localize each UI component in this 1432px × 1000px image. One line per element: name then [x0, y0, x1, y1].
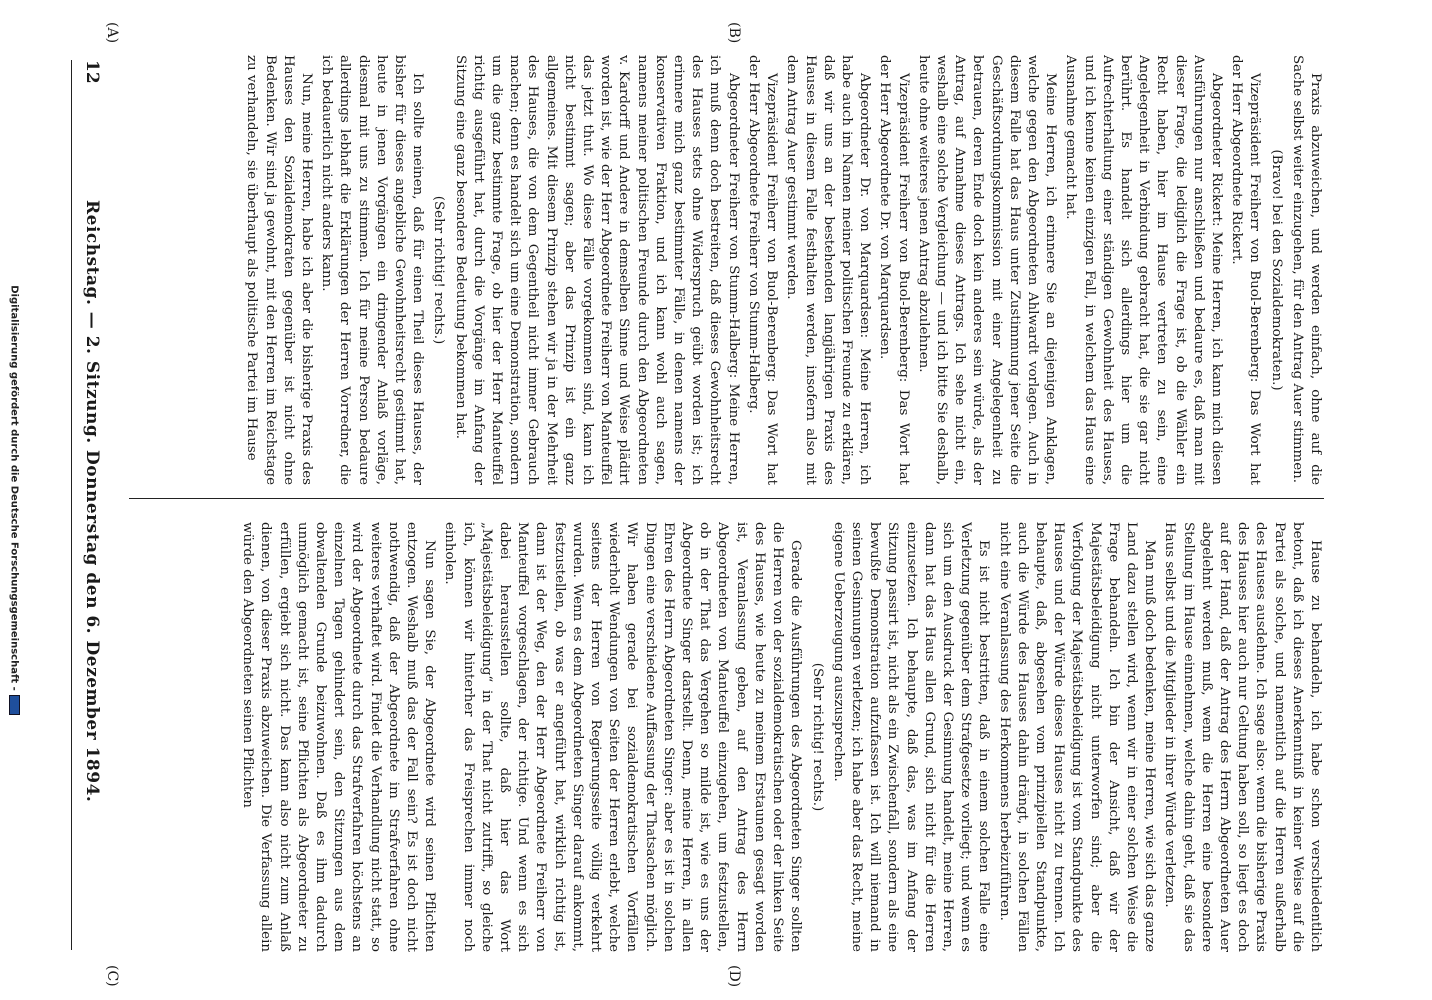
- paragraph: Gerade die Ausführungen des Abgeordneten Singer sollten die Herren von der sozialdemokratischen oder der linken Seite des Hauses, wie heute zu meinem Erstaunen gesagt worden ist, Veranlassung geben, auf den Antrag des Herrn Abgeordneten von Manteuffel einzugehen, um festzustellen, ob in der That das Vergehen so milde ist, wie es uns der Abgeordnete Singer darstellt. Denn, meine Herren, in allen Ehren des Herrn Abgeordneten Singer: aber es ist in solchen Dingen eine verschiedene Auffassung der Thatsachen möglich. Wir haben gerade bei sozialdemokratischen Vorfällen wiederholt Wendungen von Seiten der Herren erlebt, welche seitens der Herren von Regierungsseite völlig verkehrt wurden. Wenn es dem Abgeordneten Singer darauf ankommt, festzustellen, ob was er angeführt hat, wirklich richtig ist, dann ist der Weg, den der Herr Abgeordnete Freiherr von Manteuffel vorgeschlagen, der richtige. Und wenn es sich dabei herausstellen sollte, daß hier das Wort „Majestätsbeleidigung“ in der That nicht zutrifft, so gleiche ich, können wir hinterher das Freisprechen immer noch einholen.: [442, 522, 804, 952]
- paragraph: Meine Herren, ich erinnere Sie an diejenigen Anklagen, welche gegen den Abgeordneten Ahlwardt vorlagen. Auch in diesem Falle hat das Haus unter Zustimmung jener Seite die Geschäftsordnungskommission mit einer Angelegenheit zu betrauen, deren Ende doch kein anderes sein würde, als der Antrag, auf Annahme dieses Antrags. Ich sehe nicht ein, weshalb eine solche Vergleichung — und ich bitte Sie deshalb, heute ohne weiteres jenen Antrag abzulehnen.: [915, 55, 1059, 485]
- right-column: [124, 522, 1324, 952]
- paragraph: Vizepräsident Freiherr von Buol-Berenberg: Das Wort hat der Herr Abgeordnete Dr. von Marquardsen.: [877, 55, 911, 485]
- digitization-credit: [9, 0, 21, 1000]
- page-number: 12: [82, 60, 102, 84]
- margin-marker-b: (B): [726, 22, 742, 44]
- paragraph: Praxis abzuweichen, und werden einfach, ohne auf die Sache selbst weiter einzugehen, für den Antrag Auer stimmen.: [1289, 55, 1323, 485]
- paragraph: (Sehr richtig! rechts.): [809, 662, 825, 812]
- column-divider: [129, 498, 1324, 499]
- footer-text: Digitalisierung gefördert durch die Deutsche Forschungsgemeinschaft -: [8, 285, 20, 691]
- header-rule: [71, 60, 72, 950]
- paragraph: Vizepräsident Freiherr von Buol-Berenberg: Das Wort hat der Herr Abgeordnete Freiherr von Stumm-Halberg.: [745, 55, 780, 485]
- paragraph: Nun, meine Herren, habe ich aber die bisherige Praxis des Hauses den Sozialdemokraten gegenüber ist nicht ohne Bedenken. Wir sind ja gewohnt, mit den Herren im Reichstage zu verhandeln, sie überhaupt als politische Partei im Hause: [244, 55, 315, 485]
- paragraph: (Sehr richtig! rechts.): [431, 195, 447, 345]
- paragraph: (Bravo! bei den Sozialdemokraten.): [1268, 149, 1284, 391]
- running-header: [72, 60, 102, 950]
- paragraph: Hause zu behandeln, ich habe schon verschiedentlich betont, daß ich dieses Anerkenntniß in keiner Weise auf die Partei als solche, und namentlich auf die Herren außerhalb des Hauses ausdehne. Ich sage also: wenn die bisherige Praxis des Hauses hier auch nur Geltung haben soll, so liegt es doch auf der Hand, daß der Antrag des Herrn Abgeordneten Auer abgelehnt werden muß, wenn die Herren eine besondere Stellung im Hause einnehmen, welche dahin geht, daß sie das Haus selbst und die Mitglieder in ihrer Würde verletzen.: [1162, 522, 1323, 952]
- margin-marker-d: (D): [726, 965, 742, 988]
- paragraph: Abgeordneter Dr. von Marquardsen: Meine Herren, ich habe auch im Namen meiner politischen Freunde zu erklären, daß wir uns an der bestehenden langjährigen Praxis des Hauses in diesem Falle festhalten werden, insofern also mit dem Antrag Auer gestimmt werden.: [784, 55, 873, 485]
- paragraph: Abgeordneter Rickert: Meine Herren, ich kann mich diesen Ausführungen nur anschließen und bedaure es, daß man mit dieser Frage, die lediglich die Frage ist, ob die Wähler ein Recht haben, hier im Hause vertreten zu sein, eine Angelegenheit in Verbindung gebracht hat, die sie gar nicht berührt. Es handelt sich allerdings hier um die Aufrechterhaltung einer ständigen Gewohnheit des Hauses, und ich kenne keinen einzigen Fall, in welchem das Haus eine Ausnahme gemacht hat.: [1063, 55, 1224, 485]
- paragraph: Ich sollte meinen, daß für einen Theil dieses Hauses, der bisher für dieses angebliche Gewohnheitsrecht gestimmt hat, heute in jenen Vorgängen ein dringender Anlaß vorläge, diesmal mit uns zu stimmen. Ich für meine Person bedaure allerdings lebhaft die Erklärungen der Herren Vorredner, die ich bedauerlich nicht anders kann.: [319, 55, 426, 485]
- left-column: [124, 55, 1324, 485]
- running-title: Reichstag. — 2. Sitzung. Donnerstag den 6. Dezember 1894.: [82, 200, 102, 803]
- paragraph: Abgeordneter Freiherr von Stumm-Halberg: Meine Herren, ich muß denn doch bestreiten, daß dieses Gewohnheitsrecht des Hauses stets ohne Widerspruch geübt worden ist; ich erinnere mich ganz bestimmter Fälle, in denen namens der konservativen Fraktion, und ich kann wohl auch sagen, namens meiner politischen Freunde durch den Abgeordneten v. Kardorff und Andere in demselben Sinne und Weise plädirt worden ist, wie der Herr Abgeordnete Freiherr von Manteuffel das jetzt thut. Wo diese Fälle vorgekommen sind, kann ich nicht bestimmt sagen; aber das Prinzip ist ein ganz allgemeines. Mit diesem Prinzip stehen wir ja in der Mehrheit des Hauses, die von dem Gegentheil nicht immer Gebrauch machen; denn es handelt sich um eine Demonstration, sondern um die ganz bestimmte Frage, ob hier der Herr Manteuffel richtig ausgeführt hat, durch die Vorgänge im Anfang der Sitzung eine ganz besondere Bedeutung bekommen hat.: [452, 55, 741, 485]
- dfg-logo-icon: [9, 695, 20, 715]
- paragraph: Man muß doch bedenken, meine Herren, wie sich das ganze Land dazu stellen wird, wenn wir in einer solchen Weise die Frage behandeln. Ich bin der Ansicht, daß wir der Majestätsbeleidigung nicht unterworfen sind; aber die Verfolgung der Majestätsbeleidigung ist vom Standpunkte des Hauses und der Würde dieses Hauses nicht zu trennen. Ich behaupte, daß, abgesehen vom prinzipiellen Standpunkte, auch die Würde des Hauses dahin drängt, in solchen Fällen nicht eine Veranlassung des Herkommens herbeizuführen.: [996, 522, 1158, 952]
- margin-marker-c: (C): [104, 965, 120, 987]
- paragraph: Nun sagen Sie, der Abgeordnete wird seinen Pflichten entzogen. Weshalb muß das der Fall sein? Es ist doch nicht nothwendig, daß der Abgeordnete im Strafverfahren ohne weiteres verhaftet wird. Findet die Verhandlung nicht statt, so wird der Abgeordnete durch das Strafverfahren höchstens an einzelnen Tagen gehindert sein, den Sitzungen aus dem obwaltenden Grunde beizuwohnen. Daß es ihm dadurch unmöglich gemacht ist, seine Pflichten als Abgeordneter zu erfüllen, ergiebt sich nicht. Das kann also nicht zum Anlaß dienen, von dieser Praxis abzuweichen. Die Verfassung allein würde den Abgeordneten seinen Pflichten: [240, 522, 438, 952]
- paragraph: Es ist nicht bestritten, daß in einem solchen Falle eine Verletzung gegenüber dem Strafgesetze vorliegt; und wenn es sich um den Ausdruck der Gesinnung handelt, meine Herren, dann hat das Haus allen Grund, sich nicht für die Herren einzusetzen. Ich behaupte, daß das, was im Anfang der Sitzung passirt ist, nicht als ein Zwischenfall, sondern als eine bewußte Demonstration aufzufassen ist. Ich will niemand in seinen Gesinnungen verletzen; ich habe aber das Recht, meine eigene Ueberzeugung auszusprechen.: [830, 522, 992, 952]
- paragraph: Vizepräsident Freiherr von Buol-Berenberg: Das Wort hat der Herr Abgeordnete Rickert.: [1229, 55, 1263, 485]
- margin-marker-a: (A): [104, 22, 120, 44]
